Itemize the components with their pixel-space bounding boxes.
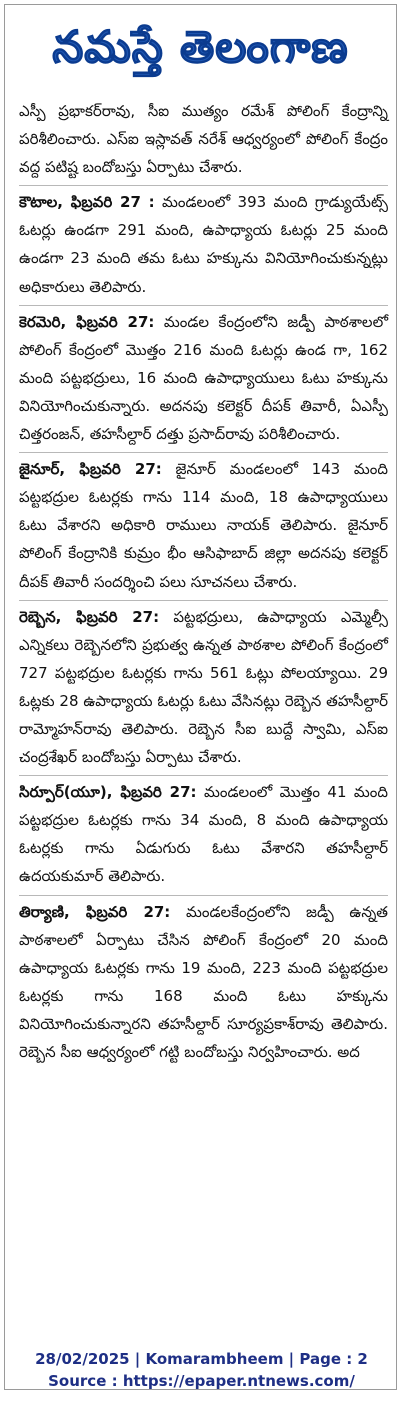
paragraph-text-jainoor: జైనూర్ మండలంలో 143 మంది పట్టభద్రుల ఓటర్లకు గాను 114 మంది, 18 ఉపాధ్యాయులు ఓటు వేశారని అధికారి రాములు నాయక్ తెలిపారు. జైనూర్ పోలింగ్ కేంద్రానికి కుమ్రం భీం ఆసిఫాబాద్ జిల్లా అదనపు కలెక్టర్ దీపక్ తివారీ సందర్శించి పలు సూచనలు చేశారు. (19, 460, 388, 591)
paragraph-divider (19, 775, 388, 776)
article-paragraph-kerameri (19, 308, 388, 448)
paragraph-divider (19, 185, 388, 186)
dateline-tiryani: తిర్యాణి, ఫిబ్రవరి 27: (19, 902, 171, 921)
article-paragraph-jainoor (19, 455, 388, 595)
paragraph-text-rebbena: పట్టభద్రులు, ఉపాధ్యాయ ఎమ్మెల్సీ ఎన్నికలు రెబ్బెనలోని ప్రభుత్వ ఉన్నత పాఠశాల పోలింగ్ కేంద్రంలో 727 పట్టభద్రుల ఓటర్లకు గాను 561 ఓట్లు పోలయ్యాయి. 29 ఓట్లకు 28 ఉపాధ్యాయ ఓటర్లు ఓటు వేసినట్లు రెబ్బెన తహసీల్దార్ రామ్మోహన్‌రావు తెలిపారు. రెబ్బెన సీఐ బుద్దే స్వామి, ఎస్‌ఐ చంద్రశేఖర్ బందోబస్తు ఏర్పాటు చేశారు. (19, 607, 389, 767)
dateline-kerameri: కెరమెరి, ఫిబ్రవరి 27: (19, 312, 155, 331)
article-paragraph-sirpur (19, 778, 388, 890)
article-paragraph-1: ఎస్పీ ప్రభాకర్‌రావు, సీఐ ముత్యం రమేశ్ పోలింగ్ కేంద్రాన్ని పరిశీలించారు. ఎస్‌ఐ ఇస్లావత్ నరేశ్ ఆధ్వర్యంలో పోలింగ్ కేంద్రం వద్ద పటిష్ట బందోబస్తు ఏర్పాటు చేశారు. (19, 102, 388, 177)
paragraph-text-kautala: మండలంలో 393 మంది గ్రాడ్యుయేట్స్ ఓటర్లు ఉండగా 291 మంది, ఉపాధ్యాయ ఓటర్లు 25 మంది ఉండగా 23 మంది తమ ఓటు హక్కును వినియోగించుకున్నట్లు అధికారులు తెలిపారు. (19, 193, 388, 296)
article-paragraph-tiryani (19, 898, 388, 1067)
paragraph-text-tiryani: మండలకేంద్రంలోని జడ్పీ ఉన్నత పాఠశాలలో ఏర్పాటు చేసిన పోలింగ్ కేంద్రంలో 20 మంది ఉపాధ్యాయ ఓటర్లకు గాను 19 మంది, 223 మంది పట్టభద్రుల ఓటర్లకు గాను 168 మంది ఓటు హక్కును వినియోగించుకున్నారని తహసీల్దార్ సూర్యప్రకాశ్‌రావు తెలిపారు. రెబ్బెన సీఐ ఆధ్వర్యంలో గట్టి బందోబస్తు నిర్వహించారు. అద (19, 902, 388, 1061)
paragraph-text-sirpur: మండలంలో మొత్తం 41 మంది పట్టభద్రుల ఓటర్లకు గాను 34 మంది, 8 మంది ఉపాధ్యాయ ఓటర్లకు గాను ఏడుగురు ఓటు వేశారని తహసీల్దార్ ఉదయకుమార్ తెలిపారు. (19, 783, 388, 886)
dateline-sirpur: సిర్పూర్(యూ), ఫిబ్రవరి 27: (19, 783, 197, 802)
paragraph-divider (19, 895, 388, 896)
dateline-jainoor: జైనూర్, ఫిబ్రవరి 27: (19, 460, 162, 479)
dateline-rebbena: రెబ్బెన, ఫిబ్రవరి 27: (19, 607, 160, 626)
article-body (19, 97, 388, 1066)
paragraph-divider (19, 452, 388, 453)
epaper-clipping-frame (4, 4, 397, 1390)
article-paragraph-rebbena (19, 603, 388, 772)
footer-source: Source : https://epaper.ntnews.com/ (48, 1372, 355, 1390)
paragraph-divider (19, 600, 388, 601)
newspaper-masthead (9, 9, 392, 87)
dateline-kautala: కౌటాల, ఫిబ్రవరి 27 : (19, 193, 155, 212)
footer-date-edition-page: 28/02/2025 | Komarambheem | Page : 2 (35, 1350, 368, 1368)
paragraph-divider (19, 305, 388, 306)
article-paragraph-kautala (19, 188, 388, 300)
paragraph-text-kerameri: మండల కేంద్రంలోని జడ్పీ పాఠశాలలో పోలింగ్ కేంద్రంలో మొత్తం 216 మంది ఓటర్లు ఉండ గా, 162 మంది పట్టభద్రులు, 16 మంది ఉపాధ్యాయులు ఓటు హక్కును వినియోగించుకున్నారు. అదనపు కలెక్టర్ దీపక్ తివారీ, ఏఎస్పీ చిత్తరంజన్, తహసీల్దార్ దత్తు ప్రసాద్‌రావు పరిశీలించారు. (19, 312, 389, 444)
masthead-title: నమస్తే తెలంగాణ (52, 22, 349, 73)
